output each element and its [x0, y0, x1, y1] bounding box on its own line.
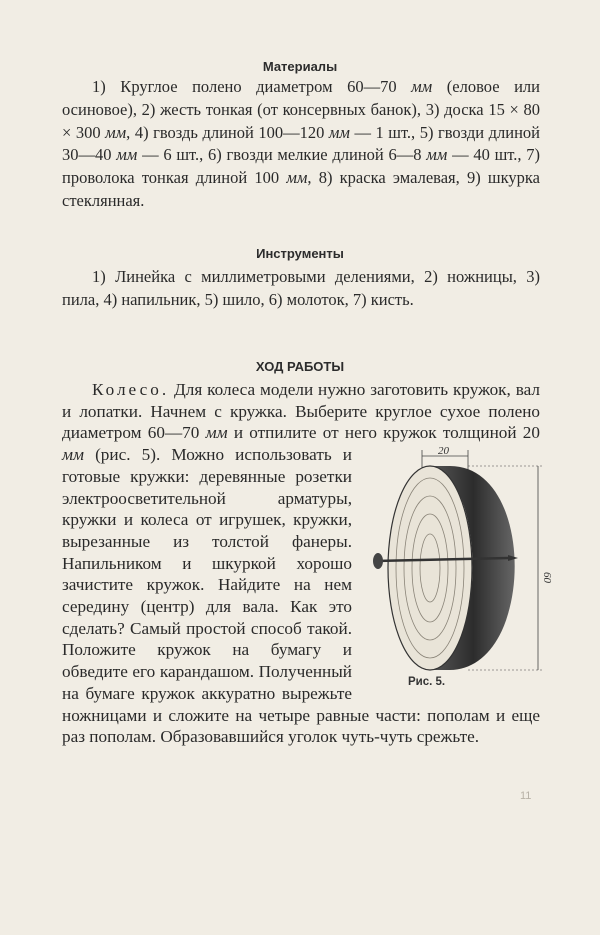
tools-text: 1) Линейка с миллиметровыми делениями, 2) ножницы, 3) пила, 4) напильник, 5) шило, 6) молоток, 7) кисть. — [62, 267, 540, 309]
section-lead: Колесо. — [92, 380, 170, 399]
figure-caption: Рис. 5. — [408, 676, 446, 689]
work-heading: ХОД РАБОТЫ — [255, 359, 345, 374]
tools-heading: Инструменты — [256, 246, 344, 261]
page-number: 11 — [520, 790, 532, 802]
dim-top-label: 20 — [438, 445, 449, 458]
wheel-drawing — [358, 444, 558, 689]
wheel-face — [388, 466, 472, 670]
dim-right-label: 60 — [541, 572, 553, 584]
figure-5 — [358, 444, 553, 689]
nail-head — [373, 553, 383, 569]
materials-text: 1) Круглое полено диаметром 60—70 мм (еловое или осиновое), 2) жесть тонкая (от консервных банок), 3) доска 15 × 80 × 300 мм, 4) гвоздь длиной 100—120 мм — 1 шт., 5) гвозди длиной 30—40 мм — 6 шт., 6) гвозди мелкие длиной 6—8 мм — 40 шт., 7) проволока тонкая длиной 100 мм, 8) краска эмалевая, 9) шкурка стеклянная. — [62, 77, 541, 210]
materials-heading: Материалы — [262, 59, 338, 74]
work-text: Колесо. Для колеса модели нужно заготовить кружок, вал и лопатки. Начнем с кружка. Выберите круглое сухое полено диаметром 60—70 мм и отпилите от него кружок толщиной 20 мм 20 60 Рис. 5. (рис. 5). Можно использовать и готовые кружки: деревянные розетки электроосветительной арматуры, кружки и колеса от игрушек, кружки, вырезанные из толстой фанеры. Напильником и шкуркой хорошо зачистите кружок. Найдите на нем середину (центр) для вала. Как это сделать? Самый простой способ такой. Положите кружок на бумагу и обведите его карандашом. Полученный на бумаге кружок аккуратно вырежьте ножницами и сложите на четыре равные части: пополам и еще раз пополам. Образовавшийся уголок чуть-чуть срежьте. — [62, 379, 540, 748]
